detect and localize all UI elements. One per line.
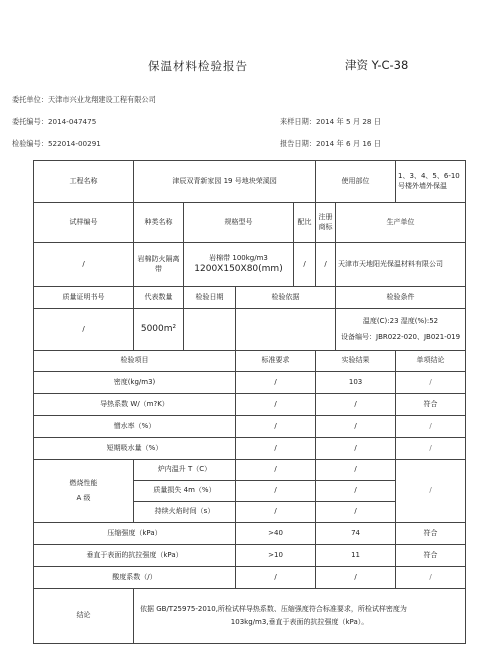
row-verdict: 符合 [396,545,466,567]
table-row [34,372,466,394]
quality-value-row [34,309,466,351]
row-standard: / [236,372,316,394]
fire-standard: / [236,481,316,502]
test-conditions-value [336,309,466,351]
use-location-label: 使用部位 [316,161,396,203]
report-code: 津资 Y-C-38 [345,58,409,72]
sample-value-row [34,243,466,287]
report-table [33,160,466,644]
fire-item: 炉内温升 T（C） [134,460,236,481]
row-result: / [316,416,396,438]
items-header-row [34,351,466,372]
spec-label: 规格型号 [184,203,294,243]
commission-number: 委托编号：2014-047475 [12,117,97,126]
type-name-label: 种类名称 [134,203,184,243]
col-standard-header: 标准要求 [236,351,316,372]
test-basis-value [236,309,336,351]
quality-cert-label: 质量证明书号 [34,287,134,309]
type-name-value: 岩棉防火隔离带 [134,243,184,287]
sample-no-value: / [34,243,134,287]
report-title: 保温材料检验报告 [148,59,248,73]
table-row [34,545,466,567]
conclusion-line2: 103kg/m3,垂直于表面的抗拉强度（kPa）。 [230,618,369,626]
spec-value-line1: 岩棉带 100kg/m3 [209,253,268,262]
row-standard: >10 [236,545,316,567]
spec-value-line2: 1200X150X80(mm) [194,264,283,275]
conditions-line1: 温度(C):23 湿度(%):52 [362,317,439,326]
manufacturer-label: 生产单位 [336,203,466,243]
row-verdict: 符合 [396,394,466,416]
row-standard: >40 [236,523,316,545]
sample-date: 来样日期：2014 年 5 月 28 日 [280,117,381,126]
row-item: 密度(kg/m3) [34,372,236,394]
row-verdict: 符合 [396,523,466,545]
row-item: 酸度系数（/） [34,567,236,589]
test-conditions-label: 检验条件 [336,287,466,309]
row-item: 垂直于表面的抗拉强度（kPa） [34,545,236,567]
row-item: 憎水率（%） [34,416,236,438]
quantity-value: 5000m² [134,309,184,351]
conclusion-row [34,589,466,644]
fire-standard: / [236,502,316,523]
quality-cert-value: / [34,309,134,351]
fire-result: / [316,502,396,523]
manufacturer-value: 天津市天地阳光保温材料有限公司 [336,243,466,287]
col-verdict-header: 单项结论 [396,351,466,372]
table-row [34,416,466,438]
report-date: 报告日期：2014 年 6 月 16 日 [280,139,381,148]
row-standard: / [236,438,316,460]
col-item-header: 检验项目 [34,351,236,372]
fire-result: / [316,460,396,481]
row-verdict: / [396,416,466,438]
row-result: 11 [316,545,396,567]
row-verdict: / [396,438,466,460]
client-line: 委托单位：天津市兴业龙翔建设工程有限公司 [12,95,156,104]
ratio-value: / [294,243,316,287]
test-date-value [184,309,236,351]
row-standard: / [236,416,316,438]
conclusion-text [134,589,466,644]
table-row [34,523,466,545]
quality-header-row [34,287,466,309]
conditions-line2: 设备编号：JBR022-020、JB021-019 [341,332,461,341]
row-item: 短期吸水量（%） [34,438,236,460]
col-result-header: 实验结果 [316,351,396,372]
fire-label-line1: 燃烧性能 [69,479,98,488]
row-verdict: / [396,372,466,394]
row-item: 压缩强度（kPa） [34,523,236,545]
fire-verdict: / [396,460,466,523]
row-result: 74 [316,523,396,545]
row-result: / [316,394,396,416]
table-row [34,567,466,589]
fire-result: / [316,481,396,502]
fire-standard: / [236,460,316,481]
spec-value [184,243,294,287]
sample-no-label: 试样编号 [34,203,134,243]
fire-label [34,460,134,523]
project-name-value: 津辰双青新家园 19 号地块荣溪园 [134,161,316,203]
fire-item: 质量损失 4m（%） [134,481,236,502]
conclusion-line1: 依据 GB/T25975-2010,所检试样导热系数、压缩强度符合标准要求，所检试样密度为 [140,604,407,613]
trademark-label: 注册商标 [316,203,336,243]
test-date-label: 检验日期 [184,287,236,309]
table-row [34,438,466,460]
use-location-value: 1、3、4、5、6-10 号楼外墙外保温 [396,161,466,203]
fire-item: 持续火焰时间（s） [134,502,236,523]
ratio-label: 配比 [294,203,316,243]
row-standard: / [236,567,316,589]
test-number: 检验编号：522014-00291 [12,139,101,148]
row-item: 导热系数 W/（m?K） [34,394,236,416]
conclusion-label: 结论 [34,589,134,644]
fire-label-line2: A 级 [76,493,91,502]
row-result: / [316,438,396,460]
row-standard: / [236,394,316,416]
project-name-label: 工程名称 [34,161,134,203]
project-row [34,161,466,203]
trademark-value: / [316,243,336,287]
sample-header-row [34,203,466,243]
table-row [34,394,466,416]
quantity-label: 代表数量 [134,287,184,309]
test-basis-label: 检验依据 [236,287,336,309]
row-result: / [316,567,396,589]
row-verdict: / [396,567,466,589]
row-result: 103 [316,372,396,394]
fire-row [34,460,466,481]
